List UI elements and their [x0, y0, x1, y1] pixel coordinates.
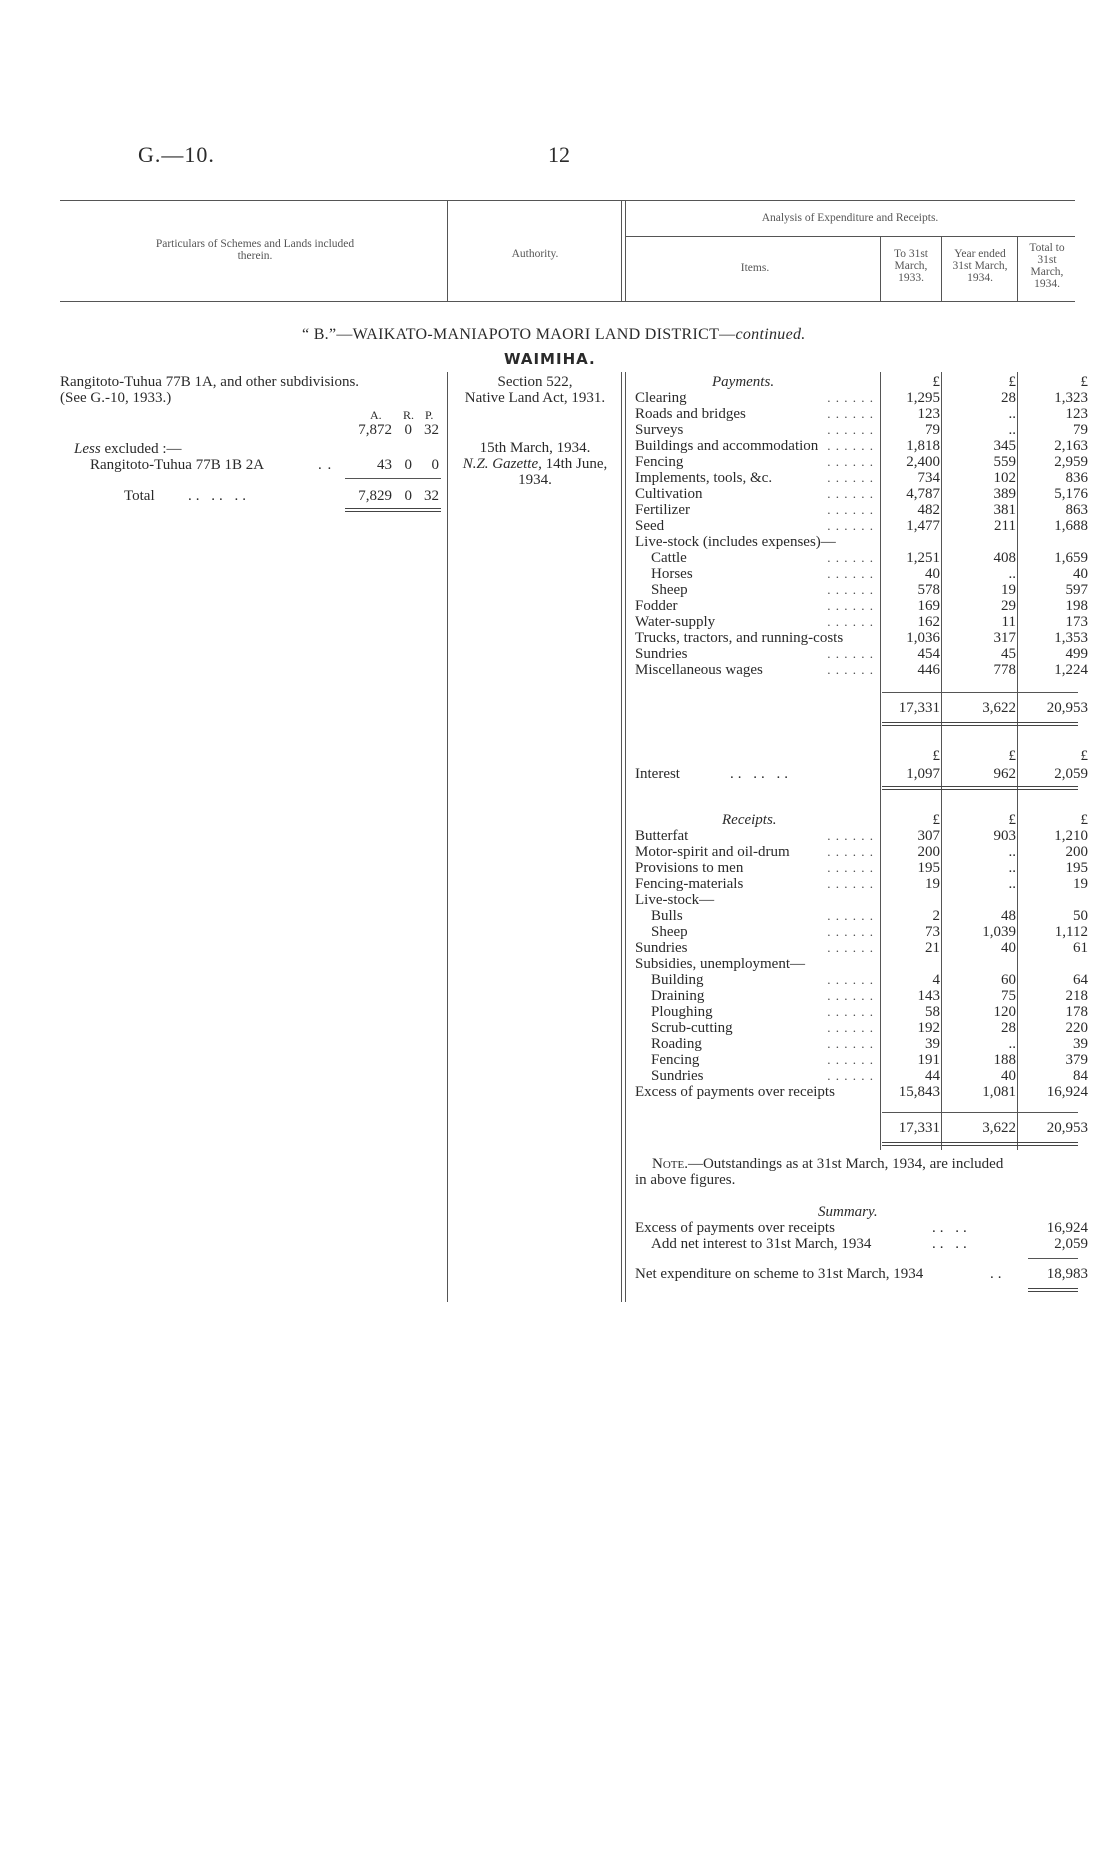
payments-total-2: 3,622 [982, 700, 1016, 716]
summary-subtotal-rule [1028, 1258, 1078, 1259]
row-label: Sundries [651, 1068, 704, 1084]
cell-c1: 307 [917, 828, 940, 844]
cell-c2: 60 [1001, 972, 1016, 988]
cell-c3: 1,688 [1054, 518, 1088, 534]
cell-c3: 39 [1073, 1036, 1088, 1052]
table-row [0, 454, 1114, 470]
cell-c1: 454 [917, 646, 940, 662]
section-title [302, 326, 806, 344]
payments-total-rule [882, 722, 1078, 726]
leader-dots: . . . . . . [827, 844, 874, 859]
cell-c3: 19 [1073, 876, 1088, 892]
cell-c2: 40 [1001, 1068, 1016, 1084]
table-row [0, 486, 1114, 502]
authority-line-2: Native Land Act, 1931. [464, 390, 606, 406]
table-row [0, 406, 1114, 422]
col-authority-header: Authority. [511, 248, 559, 260]
leader-dots: . . . . . . [827, 550, 874, 565]
table-row [0, 1068, 1114, 1084]
cell-c2: 903 [993, 828, 1016, 844]
header-divider-1 [447, 200, 448, 301]
excluded-perches: 0 [431, 457, 439, 473]
cell-c2: 1,081 [982, 1084, 1016, 1100]
cell-c3: 178 [1065, 1004, 1088, 1020]
cell-c3: 218 [1065, 988, 1088, 1004]
payments-currency-1: £ [932, 374, 940, 390]
col-items-header: Items. [740, 262, 770, 274]
cell-c3: 1,353 [1054, 630, 1088, 646]
row-label: Draining [651, 988, 705, 1004]
cell-c2: 19 [1001, 582, 1016, 598]
cell-c1: 21 [925, 940, 940, 956]
receipts-total-rule [882, 1142, 1078, 1146]
leader-dots: . . . . . . [827, 972, 874, 987]
cell-c3: 1,659 [1054, 550, 1088, 566]
payments-subtotal-rule [882, 692, 1078, 693]
summary-line-1-label: Excess of payments over receipts [635, 1220, 835, 1236]
cell-c2: 45 [1001, 646, 1016, 662]
row-label: Motor-spirit and oil-drum [635, 844, 790, 860]
table-row [0, 844, 1114, 860]
leader-dots: . . . . . . [827, 582, 874, 597]
table-row [0, 1084, 1114, 1100]
summary-line-1-value: 16,924 [1046, 1220, 1088, 1236]
authority-line-4: N.Z. Gazette, 14th June, [462, 456, 608, 472]
table-row [0, 630, 1114, 646]
receipts-heading: Receipts. [722, 812, 777, 828]
row-label: Live-stock (includes expenses)— [635, 534, 836, 550]
cell-c3: 2,959 [1054, 454, 1088, 470]
header-divider-5 [1017, 236, 1018, 301]
table-row [0, 956, 1114, 972]
cell-c1: 2,400 [906, 454, 940, 470]
particulars-line-1: Rangitoto-Tuhua 77B 1A, and other subdivisions. [60, 374, 360, 390]
page-id: G.—10. [138, 142, 215, 167]
cell-c3: 79 [1073, 422, 1088, 438]
cell-c1: 15,843 [898, 1084, 940, 1100]
row-label: Fencing-materials [635, 876, 744, 892]
cell-c3: 84 [1073, 1068, 1088, 1084]
leader-dots: . . . . . . [827, 924, 874, 939]
table-row [0, 908, 1114, 924]
summary-net-value: 18,983 [1046, 1266, 1088, 1282]
col-total-header: Total to 31st March, 1934. [1029, 242, 1065, 290]
cell-c2: 75 [1001, 988, 1016, 1004]
note-line-1: Note.—Outstandings as at 31st March, 1934, are included [652, 1156, 1004, 1172]
leader-dots: . . . . . . [827, 598, 874, 613]
leader-dots: . . . . . . [827, 1004, 874, 1019]
cell-c2: .. [1008, 422, 1016, 438]
leader-dots: . . . . . . [827, 614, 874, 629]
total-perches: 32 [424, 488, 439, 504]
row-label: Bulls [651, 908, 683, 924]
row-label: Sundries [635, 940, 688, 956]
cell-c1: 578 [917, 582, 940, 598]
row-label: Excess of payments over receipts [635, 1084, 835, 1100]
table-row [0, 470, 1114, 486]
leader-dots: . . . . . . [827, 470, 874, 485]
table-row [0, 438, 1114, 454]
cell-c1: 200 [917, 844, 940, 860]
row-label: Butterfat [635, 828, 689, 844]
row-label: Water-supply [635, 614, 716, 630]
row-label: Implements, tools, &c. [635, 470, 773, 486]
cell-c3: 597 [1065, 582, 1088, 598]
cell-c3: 123 [1065, 406, 1088, 422]
cell-c2: 389 [993, 486, 1016, 502]
row-label: Subsidies, unemployment— [635, 956, 805, 972]
excluded-roods: 0 [404, 457, 412, 473]
table-row [0, 566, 1114, 582]
row-label: Fodder [635, 598, 678, 614]
cell-c3: 379 [1065, 1052, 1088, 1068]
summary-heading: Summary. [818, 1204, 878, 1220]
cell-c1: 4 [932, 972, 940, 988]
summary-net-rule [1028, 1288, 1078, 1292]
row-label: Sundries [635, 646, 688, 662]
table-row [0, 598, 1114, 614]
row-label: Buildings and accommodation [635, 438, 819, 454]
cell-c1: 79 [925, 422, 940, 438]
table-row [0, 534, 1114, 550]
row-label: Miscellaneous wages [635, 662, 763, 678]
cell-c2: 188 [993, 1052, 1016, 1068]
leader-dots: . . . . . . [827, 1052, 874, 1067]
cell-c3: 40 [1073, 566, 1088, 582]
summary-net-dots: .. [990, 1266, 1006, 1282]
cell-c3: 1,112 [1054, 924, 1088, 940]
table-row [0, 582, 1114, 598]
interest-value-1: 1,097 [906, 766, 940, 782]
header-bottom-rule [60, 301, 1075, 302]
cell-c2: 211 [994, 518, 1016, 534]
excluded-acres: 43 [377, 457, 392, 473]
row-label: Clearing [635, 390, 687, 406]
table-row [0, 646, 1114, 662]
cell-c3: 2,163 [1054, 438, 1088, 454]
cell-c1: 169 [917, 598, 940, 614]
row-label: Scrub-cutting [651, 1020, 733, 1036]
cell-c3: 836 [1065, 470, 1088, 486]
gross-roods: 0 [404, 422, 412, 438]
table-row [0, 502, 1114, 518]
cell-c2: 381 [993, 502, 1016, 518]
leader-dots: . . . . . . [827, 502, 874, 517]
col-analysis-header: Analysis of Expenditure and Receipts. [761, 212, 939, 224]
summary-line-2-label: Add net interest to 31st March, 1934 [651, 1236, 872, 1252]
cell-c2: 408 [993, 550, 1016, 566]
cell-c1: 123 [917, 406, 940, 422]
row-label: Ploughing [651, 1004, 713, 1020]
table-row [0, 518, 1114, 534]
cell-c3: 173 [1065, 614, 1088, 630]
cell-c1: 195 [917, 860, 940, 876]
cell-c2: 1,039 [982, 924, 1016, 940]
row-label: Cultivation [635, 486, 703, 502]
cell-c2: 317 [993, 630, 1016, 646]
leader-dots: . . . . . . [827, 988, 874, 1003]
cell-c1: 482 [917, 502, 940, 518]
cell-c1: 39 [925, 1036, 940, 1052]
section-title-main: “ B.”—WAIKATO-MANIAPOTO MAORI LAND DISTRICT— [302, 326, 736, 343]
total-dots: .. .. .. [188, 488, 250, 504]
table-row [0, 876, 1114, 892]
cell-c1: 192 [917, 1020, 940, 1036]
table-row [0, 860, 1114, 876]
summary-net-label: Net expenditure on scheme to 31st March, 1934 [635, 1266, 924, 1282]
table-row [0, 1020, 1114, 1036]
row-label: Building [651, 972, 704, 988]
cell-c2: .. [1008, 860, 1016, 876]
cell-c2: 28 [1001, 390, 1016, 406]
payments-currency-2: £ [1008, 374, 1016, 390]
analysis-rule [625, 236, 1075, 237]
cell-c3: 1,323 [1054, 390, 1088, 406]
table-row [0, 422, 1114, 438]
leader-dots: . . . . . . [827, 646, 874, 661]
leader-dots: . . . . . . [827, 454, 874, 469]
payments-total-3: 20,953 [1046, 700, 1088, 716]
cell-c2: 120 [993, 1004, 1016, 1020]
interest-value-2: 962 [993, 766, 1016, 782]
authority-line-5: 1934. [518, 472, 552, 488]
cell-c2: 11 [1001, 614, 1016, 630]
leader-dots: . . . . . . [827, 662, 874, 677]
leader-dots: . . . . . . [827, 1036, 874, 1051]
leader-dots: . . . . . . [827, 1068, 874, 1083]
row-label: Roads and bridges [635, 406, 746, 422]
cell-c2: 102 [993, 470, 1016, 486]
header-divider-3 [880, 236, 881, 301]
col-year-header: Year ended 31st March, 1934. [952, 248, 1008, 284]
authority-line-1: Section 522, [497, 374, 573, 390]
interest-currency-1: £ [932, 748, 940, 764]
cell-c1: 19 [925, 876, 940, 892]
row-label: Cattle [651, 550, 687, 566]
leader-dots: . . . . . . [827, 828, 874, 843]
cell-c1: 73 [925, 924, 940, 940]
cell-c1: 734 [917, 470, 940, 486]
interest-rule [882, 786, 1078, 790]
row-label: Seed [635, 518, 665, 534]
cell-c1: 162 [917, 614, 940, 630]
receipts-total-2: 3,622 [982, 1120, 1016, 1136]
summary-line-1-dots: .. .. [932, 1220, 971, 1236]
cell-c3: 64 [1073, 972, 1088, 988]
gross-acres: 7,872 [358, 422, 392, 438]
row-label: Sheep [651, 582, 688, 598]
cell-c1: 1,251 [906, 550, 940, 566]
cell-c1: 1,295 [906, 390, 940, 406]
cell-c3: 195 [1065, 860, 1088, 876]
table-row [0, 940, 1114, 956]
cell-c1: 44 [925, 1068, 940, 1084]
col-particulars-header: Particulars of Schemes and Lands included therein. [155, 238, 355, 262]
row-label: Roading [651, 1036, 702, 1052]
table-row [0, 1052, 1114, 1068]
payments-rows [0, 390, 1114, 678]
cell-c2: 345 [993, 438, 1016, 454]
receipts-currency-2: £ [1008, 812, 1016, 828]
interest-currency-2: £ [1008, 748, 1016, 764]
cell-c2: 29 [1001, 598, 1016, 614]
summary-line-2-dots: .. .. [932, 1236, 971, 1252]
interest-currency-3: £ [1080, 748, 1088, 764]
cell-c2: .. [1008, 844, 1016, 860]
particulars-line-2: (See G.-10, 1933.) [60, 390, 172, 406]
cell-c2: .. [1008, 1036, 1016, 1052]
cell-c2: 40 [1001, 940, 1016, 956]
table-row [0, 988, 1114, 1004]
leader-dots: . . . . . . [827, 876, 874, 891]
cell-c3: 1,210 [1054, 828, 1088, 844]
summary-line-2-value: 2,059 [1054, 1236, 1088, 1252]
cell-c1: 58 [925, 1004, 940, 1020]
cell-c3: 499 [1065, 646, 1088, 662]
cell-c2: 559 [993, 454, 1016, 470]
section-title-continued: continued. [735, 326, 806, 343]
row-label: Surveys [635, 422, 684, 438]
leader-dots: . . . . . . [827, 438, 874, 453]
row-label: Provisions to men [635, 860, 744, 876]
cell-c1: 446 [917, 662, 940, 678]
page-number: 12 [548, 142, 570, 167]
table-row [0, 550, 1114, 566]
section-subtitle: WAIMIHA. [504, 350, 596, 368]
leader-dots: . . . . . . [827, 486, 874, 501]
header-top-rule [60, 200, 1075, 201]
leader-dots: . . . . . . [827, 908, 874, 923]
table-row [0, 828, 1114, 844]
cell-c1: 2 [932, 908, 940, 924]
leader-dots: . . . . . . [827, 860, 874, 875]
leader-dots: . . . . . . [827, 390, 874, 405]
row-label: Fencing [651, 1052, 700, 1068]
cell-c3: 1,224 [1054, 662, 1088, 678]
cell-c3: 61 [1073, 940, 1088, 956]
receipts-currency-1: £ [932, 812, 940, 828]
leader-dots: . . . . . . [827, 406, 874, 421]
receipts-subtotal-rule [882, 1112, 1078, 1113]
receipts-total-3: 20,953 [1046, 1120, 1088, 1136]
cell-c3: 200 [1065, 844, 1088, 860]
receipts-total-1: 17,331 [898, 1120, 940, 1136]
row-label: Fertilizer [635, 502, 690, 518]
cell-c1: 4,787 [906, 486, 940, 502]
col-to31-header: To 31st March, 1933. [893, 248, 929, 284]
total-roods: 0 [404, 488, 412, 504]
table-row [0, 972, 1114, 988]
gross-perches: 32 [424, 422, 439, 438]
table-row [0, 1036, 1114, 1052]
cell-c2: .. [1008, 406, 1016, 422]
cell-c2: .. [1008, 876, 1016, 892]
cell-c3: 16,924 [1046, 1084, 1088, 1100]
row-label: Fencing [635, 454, 684, 470]
cell-c2: 28 [1001, 1020, 1016, 1036]
receipts-rows [0, 828, 1114, 1100]
row-label: Trucks, tractors, and running-costs [635, 630, 844, 646]
table-row [0, 892, 1114, 908]
excluded-block-label: Rangitoto-Tuhua 77B 1B 2A [90, 457, 265, 473]
arp-r-header: R. [403, 408, 415, 422]
total-acres: 7,829 [358, 488, 392, 504]
excluded-dots: . . [318, 457, 333, 473]
cell-c3: 50 [1073, 908, 1088, 924]
row-label: Sheep [651, 924, 688, 940]
header-divider-4 [941, 236, 942, 301]
table-row [0, 924, 1114, 940]
leader-dots: . . . . . . [827, 940, 874, 955]
arp-p-header: P. [425, 408, 434, 422]
arp-a-header: A. [370, 408, 382, 422]
table-row [0, 614, 1114, 630]
row-label: Live-stock— [635, 892, 715, 908]
particulars-total-label: Total [124, 488, 155, 504]
cell-c3: 863 [1065, 502, 1088, 518]
cell-c1: 40 [925, 566, 940, 582]
leader-dots: . . . . . . [827, 566, 874, 581]
row-label: Horses [651, 566, 693, 582]
leader-dots: . . . . . . [827, 518, 874, 533]
cell-c1: 143 [917, 988, 940, 1004]
interest-value-3: 2,059 [1054, 766, 1088, 782]
cell-c1: 191 [917, 1052, 940, 1068]
cell-c3: 220 [1065, 1020, 1088, 1036]
cell-c1: 1,477 [906, 518, 940, 534]
cell-c3: 5,176 [1054, 486, 1088, 502]
interest-label: Interest [635, 766, 680, 782]
cell-c3: 198 [1065, 598, 1088, 614]
receipts-currency-3: £ [1080, 812, 1088, 828]
cell-c2: 778 [993, 662, 1016, 678]
header-divider-2 [621, 200, 626, 301]
payments-heading: Payments. [712, 374, 775, 390]
less-excluded-label: Less excluded :— [74, 441, 182, 457]
table-row [0, 662, 1114, 678]
cell-c1: 1,818 [906, 438, 940, 454]
payments-total-1: 17,331 [898, 700, 940, 716]
table-row [0, 390, 1114, 406]
leader-dots: . . . . . . [827, 1020, 874, 1035]
cell-c1: 1,036 [906, 630, 940, 646]
payments-currency-3: £ [1080, 374, 1088, 390]
cell-c2: 48 [1001, 908, 1016, 924]
leader-dots: . . . . . . [827, 422, 874, 437]
cell-c2: .. [1008, 566, 1016, 582]
interest-dots: .. .. .. [730, 766, 792, 782]
authority-line-3: 15th March, 1934. [479, 440, 591, 456]
table-row [0, 1004, 1114, 1020]
note-line-2: in above figures. [635, 1172, 736, 1188]
